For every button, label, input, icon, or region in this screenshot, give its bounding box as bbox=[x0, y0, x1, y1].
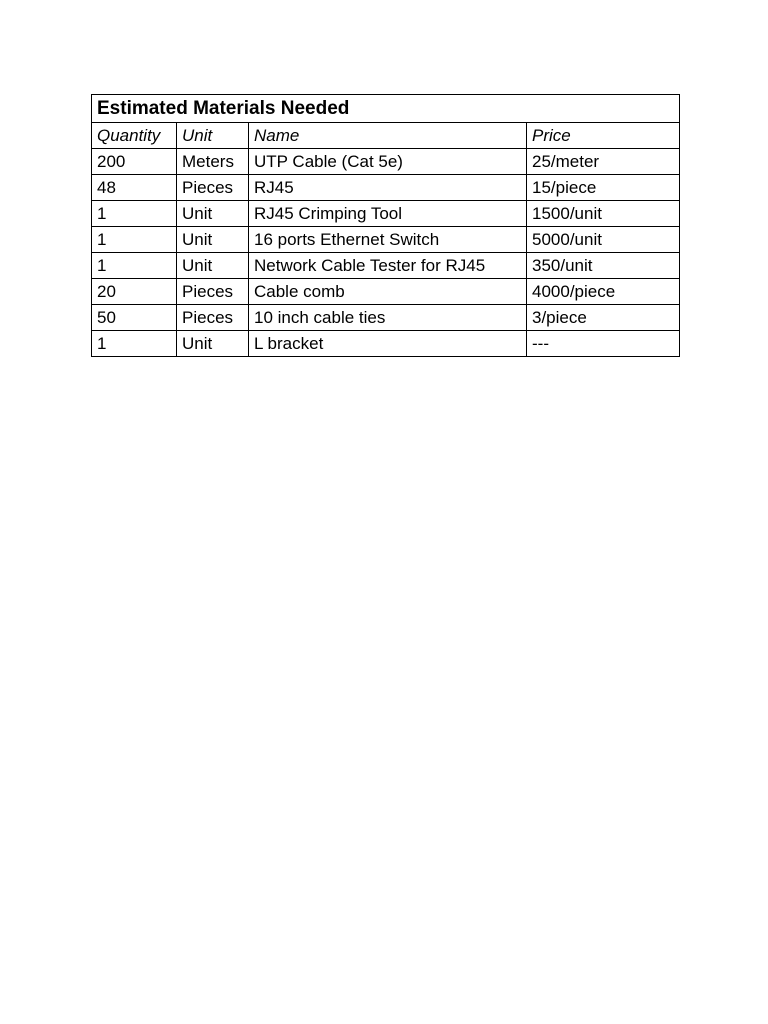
cell-name: Network Cable Tester for RJ45 bbox=[249, 253, 527, 279]
cell-quantity: 200 bbox=[92, 149, 177, 175]
cell-quantity: 1 bbox=[92, 201, 177, 227]
cell-name: L bracket bbox=[249, 331, 527, 357]
table-row bbox=[92, 279, 680, 305]
cell-unit: Meters bbox=[177, 149, 249, 175]
table-row bbox=[92, 201, 680, 227]
cell-unit: Pieces bbox=[177, 279, 249, 305]
table-title-row bbox=[92, 95, 680, 123]
table-row bbox=[92, 253, 680, 279]
cell-unit: Pieces bbox=[177, 305, 249, 331]
table-title: Estimated Materials Needed bbox=[92, 95, 680, 123]
table-header-row bbox=[92, 123, 680, 149]
cell-quantity: 20 bbox=[92, 279, 177, 305]
table-row bbox=[92, 227, 680, 253]
cell-price: --- bbox=[527, 331, 680, 357]
cell-unit: Unit bbox=[177, 331, 249, 357]
cell-name: 16 ports Ethernet Switch bbox=[249, 227, 527, 253]
cell-price: 3/piece bbox=[527, 305, 680, 331]
cell-name: UTP Cable (Cat 5e) bbox=[249, 149, 527, 175]
cell-price: 5000/unit bbox=[527, 227, 680, 253]
column-header-unit: Unit bbox=[177, 123, 249, 149]
cell-quantity: 48 bbox=[92, 175, 177, 201]
materials-table bbox=[91, 94, 680, 357]
cell-name: Cable comb bbox=[249, 279, 527, 305]
column-header-name: Name bbox=[249, 123, 527, 149]
column-header-quantity: Quantity bbox=[92, 123, 177, 149]
cell-quantity: 50 bbox=[92, 305, 177, 331]
cell-name: RJ45 Crimping Tool bbox=[249, 201, 527, 227]
cell-price: 4000/piece bbox=[527, 279, 680, 305]
cell-price: 25/meter bbox=[527, 149, 680, 175]
cell-name: 10 inch cable ties bbox=[249, 305, 527, 331]
table-row bbox=[92, 331, 680, 357]
cell-name: RJ45 bbox=[249, 175, 527, 201]
cell-quantity: 1 bbox=[92, 227, 177, 253]
cell-unit: Unit bbox=[177, 253, 249, 279]
table-row bbox=[92, 175, 680, 201]
cell-quantity: 1 bbox=[92, 253, 177, 279]
cell-price: 350/unit bbox=[527, 253, 680, 279]
column-header-price: Price bbox=[527, 123, 680, 149]
cell-unit: Pieces bbox=[177, 175, 249, 201]
table-row bbox=[92, 149, 680, 175]
table-row bbox=[92, 305, 680, 331]
cell-unit: Unit bbox=[177, 201, 249, 227]
cell-price: 1500/unit bbox=[527, 201, 680, 227]
cell-price: 15/piece bbox=[527, 175, 680, 201]
cell-unit: Unit bbox=[177, 227, 249, 253]
cell-quantity: 1 bbox=[92, 331, 177, 357]
